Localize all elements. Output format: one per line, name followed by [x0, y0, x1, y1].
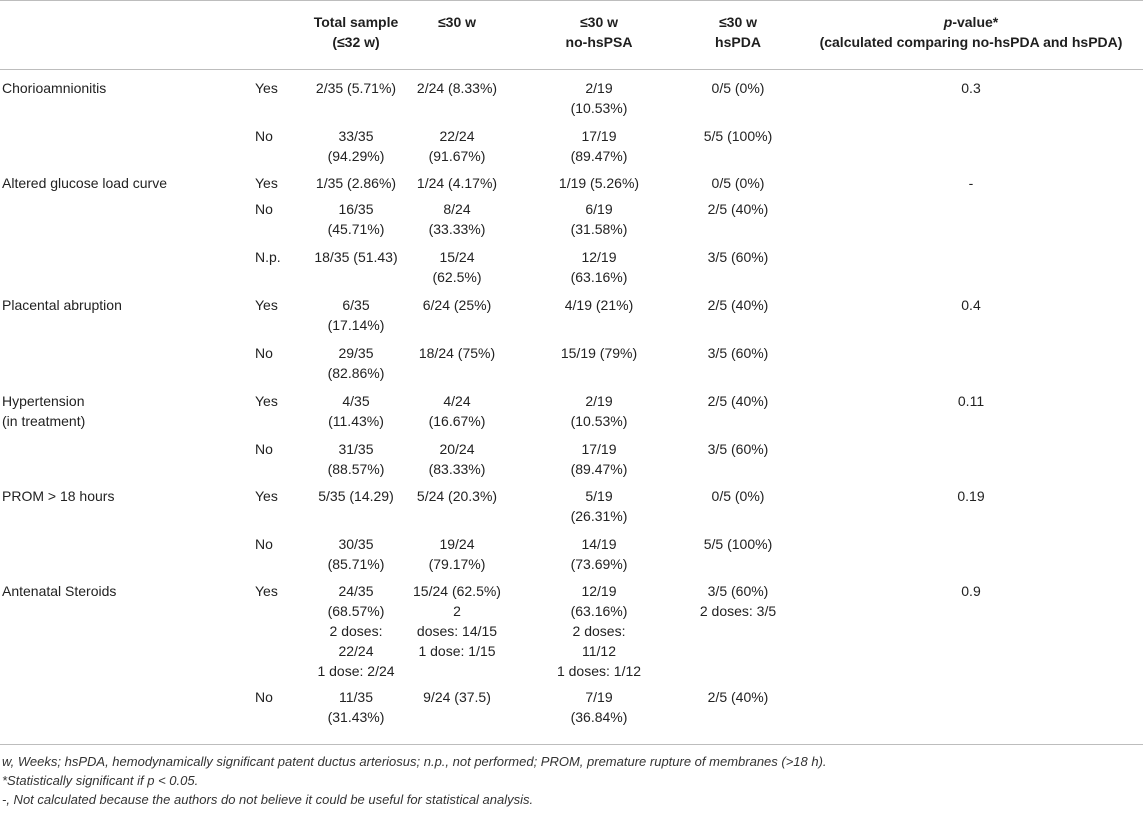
cell-p-value: 0.11 [957, 393, 985, 409]
cell-total-sample-line: 2 doses: [329, 623, 383, 639]
cell-total-sample-line: (82.86%) [327, 365, 385, 381]
cell-total-sample-line: (17.14%) [327, 317, 385, 333]
cell-30w-line: 2 [453, 603, 461, 619]
cell-hspda [708, 391, 769, 411]
cell-no-hspsa [565, 295, 633, 315]
cell-no-hspsa [559, 173, 639, 193]
cell-hspda [712, 486, 765, 506]
cell-no-hspsa-line: 15/19 (79%) [560, 345, 638, 361]
cell-level: Yes [255, 393, 278, 409]
cell-30w [423, 295, 491, 315]
cell-total-sample-line: 5/35 (14.29) [318, 488, 394, 504]
cell-no-hspsa-line: (73.69%) [570, 556, 628, 572]
row-variable-line: (in treatment) [2, 413, 86, 429]
cell-no-hspsa [571, 247, 628, 287]
cell-no-hspsa-line: 1/19 (5.26%) [558, 175, 640, 191]
cell-total-sample-line: (11.43%) [328, 413, 384, 429]
table-footnotes [2, 752, 827, 809]
cell-level: No [255, 345, 273, 361]
cell-total-sample [316, 78, 396, 98]
cell-30w-line: 5/24 (20.3%) [416, 488, 498, 504]
cell-level: Yes [255, 583, 278, 599]
cell-hspda-line: 2/5 (40%) [707, 689, 769, 705]
cell-30w [417, 173, 497, 193]
cell-total-sample-line: 2/35 (5.71%) [315, 80, 397, 96]
row-variable-line: Antenatal Steroids [2, 583, 117, 599]
cell-no-hspsa-line: (36.84%) [570, 709, 628, 725]
footnote-not-calculated: -, Not calculated because the authors do not believe it could be useful for statistical analysis. [2, 792, 534, 807]
table-bottom-rule [0, 744, 1143, 745]
cell-30w [417, 78, 497, 98]
cell-level: No [255, 201, 273, 217]
cell-total-sample-line: 4/35 [342, 393, 370, 409]
cell-hspda-line: 3/5 (60%) [707, 441, 769, 457]
cell-hspda-line: 2/5 (40%) [707, 201, 769, 217]
cell-hspda [712, 173, 765, 193]
cell-no-hspsa-line: 17/19 [581, 128, 617, 144]
cell-hspda-line: 0/5 (0%) [711, 175, 765, 191]
cell-30w-line: (83.33%) [428, 461, 486, 477]
row-variable [2, 581, 116, 601]
cell-no-hspsa-line: 1 doses: 1/12 [556, 663, 642, 679]
cell-no-hspsa-line: (10.53%) [570, 100, 628, 116]
cell-hspda [708, 199, 769, 219]
cell-no-hspsa-line: (63.16%) [570, 603, 628, 619]
cell-no-hspsa-line: 2 doses: [572, 623, 626, 639]
cell-hspda-line: 2/5 (40%) [707, 297, 769, 313]
cell-level: No [255, 536, 273, 552]
cell-total-sample-line: 6/35 [342, 297, 370, 313]
cell-total-sample-line: 30/35 [338, 536, 374, 552]
row-variable [2, 78, 106, 98]
cell-p-value: 0.19 [957, 488, 985, 504]
cell-30w-line: (16.67%) [428, 413, 486, 429]
cell-total-sample [328, 126, 385, 166]
cell-hspda [704, 534, 772, 554]
cell-level: N.p. [255, 249, 281, 265]
cell-total-sample-line: 29/35 [338, 345, 374, 361]
cell-total-sample [328, 687, 385, 727]
row-variable-line: Hypertension [2, 393, 85, 409]
cell-total-sample [318, 486, 394, 506]
cell-hspda-line: 5/5 (100%) [703, 128, 773, 144]
header-hspda [715, 12, 761, 52]
cell-no-hspsa-line: (10.53%) [570, 413, 628, 429]
cell-30w-line: 9/24 (37.5) [423, 689, 491, 705]
row-variable [2, 486, 114, 506]
cell-total-sample [328, 199, 385, 239]
cell-hspda-line: 0/5 (0%) [711, 80, 765, 96]
cell-total-sample [328, 439, 385, 479]
header-total-sample [314, 12, 399, 52]
cell-level: Yes [255, 80, 278, 96]
cell-level: No [255, 441, 273, 457]
cell-p-value: 0.4 [961, 297, 981, 313]
cell-level: Yes [255, 488, 278, 504]
cell-total-sample-line: 1 dose: 2/24 [317, 663, 395, 679]
cell-total-sample [328, 534, 385, 574]
cell-total-sample-line: 18/35 (51.43) [314, 249, 398, 265]
cell-no-hspsa-line: 17/19 [581, 441, 617, 457]
cell-no-hspsa-line: 11/12 [582, 643, 616, 659]
cell-hspda-line: 2 doses: 3/5 [699, 603, 777, 619]
cell-30w [429, 126, 486, 166]
cell-no-hspsa-line: 2/19 [585, 80, 613, 96]
cell-no-hspsa-line: 4/19 (21%) [564, 297, 634, 313]
cell-total-sample-line: (68.57%) [327, 603, 385, 619]
cell-total-sample [317, 581, 394, 681]
cell-total-sample-line: 1/35 (2.86%) [315, 175, 397, 191]
cell-hspda [708, 687, 769, 707]
cell-level: No [255, 128, 273, 144]
cell-no-hspsa-line: 7/19 [585, 689, 613, 705]
cell-total-sample-line: 11/35 [339, 689, 373, 705]
cell-hspda [704, 126, 772, 146]
header-hspda-line2: hsPDA [715, 34, 761, 50]
cell-30w [429, 199, 486, 239]
cell-30w-line: doses: 14/15 [416, 623, 498, 639]
cell-no-hspsa-line: (89.47%) [570, 148, 628, 164]
cell-30w-line: 1 dose: 1/15 [418, 643, 496, 659]
cell-30w-line: 4/24 [443, 393, 471, 409]
cell-level: Yes [255, 297, 278, 313]
cell-no-hspsa [571, 126, 628, 166]
cell-30w-line: 20/24 [439, 441, 475, 457]
cell-no-hspsa [571, 687, 628, 727]
cell-30w [432, 247, 481, 287]
cell-total-sample-line: (31.43%) [327, 709, 385, 725]
header-no-hspsa [566, 12, 633, 52]
cell-30w-line: 1/24 (4.17%) [416, 175, 498, 191]
cell-30w-line: (79.17%) [428, 556, 486, 572]
cell-no-hspsa [557, 581, 641, 681]
cell-30w [429, 439, 486, 479]
cell-total-sample [328, 391, 384, 431]
cell-level: No [255, 689, 273, 705]
cell-hspda-line: 2/5 (40%) [707, 393, 769, 409]
header-hspda-line1: ≤30 w [718, 14, 758, 30]
cell-30w [417, 486, 497, 506]
cell-no-hspsa-line: 12/19 [581, 583, 617, 599]
cell-no-hspsa-line: (31.58%) [570, 221, 628, 237]
row-variable [2, 295, 122, 315]
row-variable-line: PROM > 18 hours [2, 488, 115, 504]
cell-total-sample [316, 173, 396, 193]
cell-no-hspsa [571, 486, 628, 526]
cell-30w-line: 18/24 (75%) [418, 345, 496, 361]
cell-hspda-line: 0/5 (0%) [711, 488, 765, 504]
cell-no-hspsa [571, 534, 628, 574]
cell-30w [419, 343, 495, 363]
cell-total-sample-line: 16/35 [338, 201, 374, 217]
row-variable [2, 173, 167, 193]
cell-30w [429, 391, 486, 431]
cell-hspda [700, 581, 776, 621]
cell-total-sample-line: 22/24 [338, 643, 374, 659]
header-p-italic: p [943, 14, 953, 30]
cell-30w [429, 534, 486, 574]
cell-30w-line: 15/24 [439, 249, 475, 265]
row-variable-line: Chorioamnionitis [2, 80, 107, 96]
row-variable-line: Placental abruption [2, 297, 122, 313]
row-variable-line: Altered glucose load curve [2, 175, 167, 191]
cell-30w [423, 687, 491, 707]
cell-no-hspsa [571, 391, 628, 431]
header-p-rest: -value* [952, 14, 999, 30]
header-no-hspsa-line1: ≤30 w [579, 14, 619, 30]
cell-total-sample [314, 247, 397, 267]
cell-no-hspsa [571, 78, 628, 118]
cell-no-hspsa-line: 6/19 [585, 201, 613, 217]
cell-hspda-line: 5/5 (100%) [703, 536, 773, 552]
cell-no-hspsa [561, 343, 637, 363]
row-variable [2, 391, 85, 431]
cell-no-hspsa [571, 439, 628, 479]
cell-30w-line: (33.33%) [428, 221, 486, 237]
cell-no-hspsa-line: 2/19 [585, 393, 613, 409]
cell-total-sample [328, 343, 385, 383]
cell-hspda [712, 78, 765, 98]
cell-total-sample-line: (45.71%) [327, 221, 385, 237]
cell-hspda-line: 3/5 (60%) [707, 249, 769, 265]
cell-30w-line: (62.5%) [432, 269, 482, 285]
cell-no-hspsa-line: (26.31%) [570, 508, 628, 524]
cell-total-sample-line: 24/35 [338, 583, 374, 599]
cell-no-hspsa-line: 5/19 [585, 488, 613, 504]
cell-30w-line: 19/24 [439, 536, 475, 552]
cell-hspda [708, 439, 769, 459]
footnote-significance: *Statistically significant if p < 0.05. [2, 773, 199, 788]
header-30w-line1: ≤30 w [437, 14, 477, 30]
cell-hspda [708, 343, 769, 363]
cell-total-sample-line: (88.57%) [327, 461, 385, 477]
cell-p-value: 0.9 [961, 583, 981, 599]
header-no-hspsa-line2: no-hsPSA [565, 34, 633, 50]
cell-hspda [708, 247, 769, 267]
cell-30w-line: (91.67%) [428, 148, 486, 164]
cell-no-hspsa-line: (63.16%) [570, 269, 628, 285]
cell-total-sample-line: (94.29%) [327, 148, 385, 164]
cell-p-value: - [968, 175, 974, 191]
cell-total-sample-line: 31/35 [338, 441, 374, 457]
cell-no-hspsa [571, 199, 628, 239]
cell-no-hspsa-line: (89.47%) [570, 461, 628, 477]
header-total-line1: Total sample [313, 14, 399, 30]
cell-p-value: 0.3 [961, 80, 981, 96]
header-p-line2: (calculated comparing no-hsPDA and hsPDA) [819, 34, 1123, 50]
footnote-abbreviations: w, Weeks; hsPDA, hemodynamically significant patent ductus arteriosus; n.p., not performed; PROM, premature rupture of membranes (>18 h). [2, 754, 827, 769]
header-p-value [820, 12, 1123, 52]
cell-total-sample-line: 33/35 [338, 128, 374, 144]
header-rule [0, 69, 1143, 70]
cell-no-hspsa-line: 14/19 [581, 536, 617, 552]
cell-level: Yes [255, 175, 278, 191]
cell-total-sample [328, 295, 385, 335]
cell-total-sample-line: (85.71%) [327, 556, 385, 572]
cell-hspda [708, 295, 769, 315]
cell-hspda-line: 3/5 (60%) [707, 583, 769, 599]
cell-30w-line: 22/24 [439, 128, 475, 144]
header-30w [438, 12, 476, 32]
cell-30w [413, 581, 501, 661]
header-total-line2: (≤32 w) [332, 34, 380, 50]
cell-30w-line: 15/24 (62.5%) [413, 583, 501, 599]
header-p-line1 [820, 12, 1123, 32]
cell-hspda-line: 3/5 (60%) [707, 345, 769, 361]
cell-30w-line: 6/24 (25%) [422, 297, 492, 313]
table-top-rule [0, 0, 1143, 1]
cell-30w-line: 8/24 [443, 201, 471, 217]
cell-30w-line: 2/24 (8.33%) [416, 80, 498, 96]
cell-no-hspsa-line: 12/19 [581, 249, 617, 265]
